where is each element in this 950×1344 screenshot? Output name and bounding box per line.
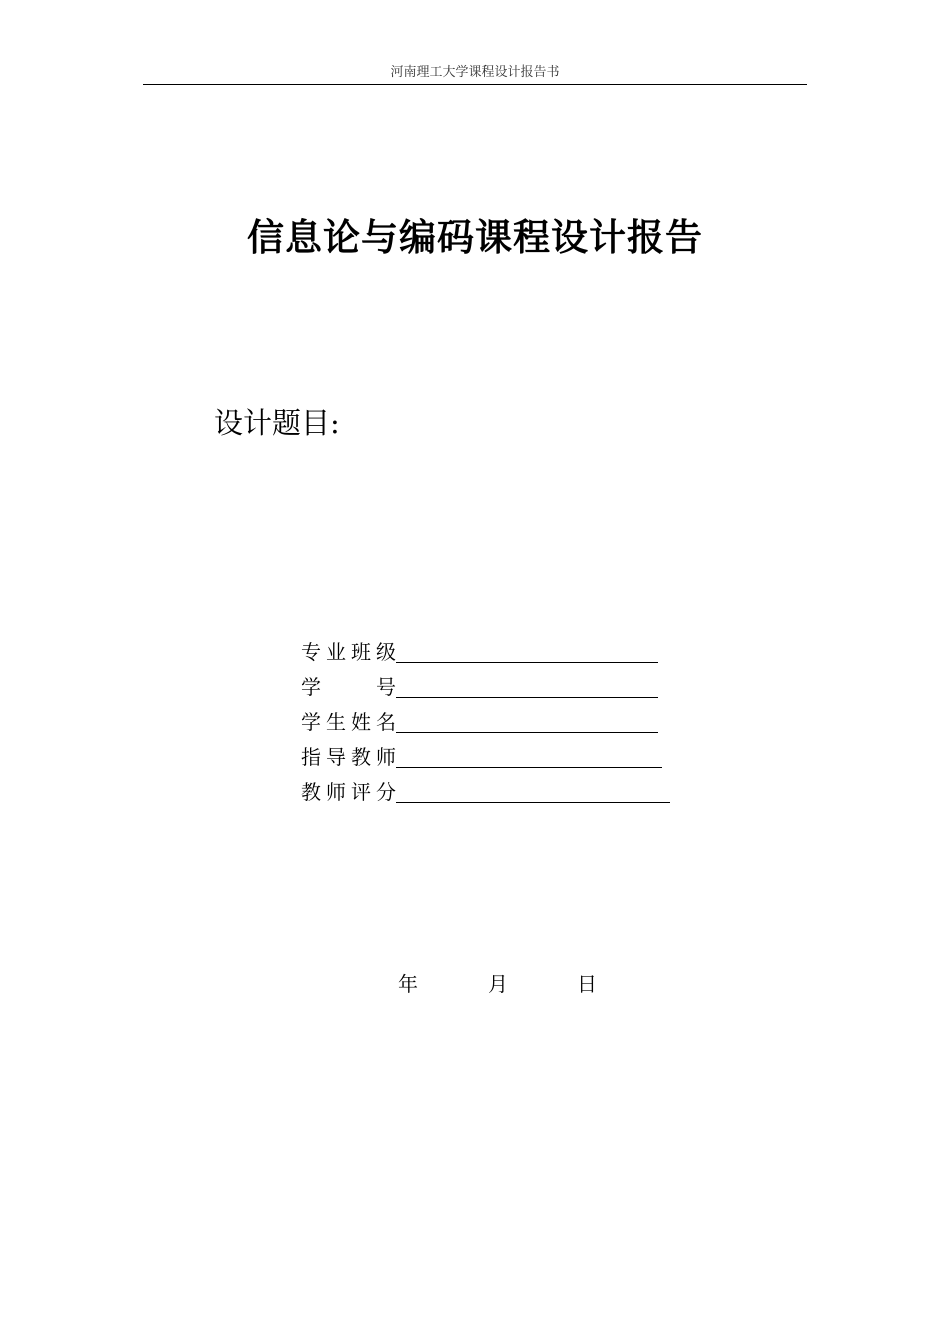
date-month-label: 月 <box>488 972 508 996</box>
form-row-major-class <box>301 631 670 666</box>
form-row-student-id <box>301 666 670 701</box>
report-title: 信息论与编码课程设计报告 <box>247 215 703 259</box>
advisor-field[interactable] <box>396 743 662 768</box>
major-class-field[interactable] <box>396 638 658 663</box>
date-day-label: 日 <box>577 972 597 996</box>
form-row-teacher-score <box>301 771 670 806</box>
date-year-label: 年 <box>398 972 418 996</box>
advisor-label: 指 导 教 师 <box>301 745 396 769</box>
student-name-label: 学 生 姓 名 <box>301 710 396 734</box>
student-info-form <box>301 631 670 806</box>
form-row-advisor <box>301 736 670 771</box>
student-name-field[interactable] <box>396 708 658 733</box>
major-class-label: 专 业 班 级 <box>301 640 396 664</box>
teacher-score-field[interactable] <box>396 778 670 803</box>
student-id-field[interactable] <box>396 673 658 698</box>
header-text: 河南理工大学课程设计报告书 <box>390 65 560 80</box>
student-id-label: 学 号 <box>301 675 396 699</box>
teacher-score-label: 教 师 评 分 <box>301 780 396 804</box>
page-header <box>143 64 807 85</box>
design-topic-label: 设计题目: <box>214 406 340 440</box>
form-row-student-name <box>301 701 670 736</box>
